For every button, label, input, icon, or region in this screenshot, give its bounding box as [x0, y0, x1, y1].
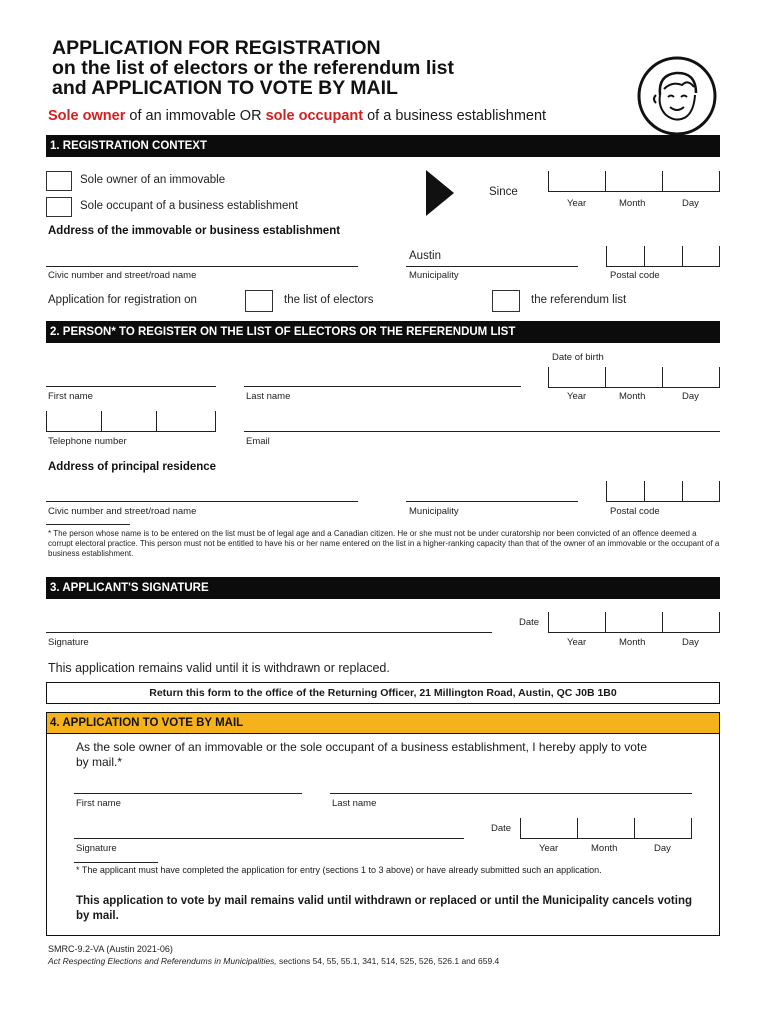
section4-header: 4. APPLICATION TO VOTE BY MAIL	[46, 712, 720, 734]
vbm-footnote: * The applicant must have completed the application for entry (sections 1 to 3 above) or have already submitted such an application.	[76, 865, 602, 875]
sig-year-label: Year	[567, 637, 587, 648]
since-year-label: Year	[567, 198, 587, 209]
vote-by-mail-intro: As the sole owner of an immovable or the sole occupant of a business establishment, I hereby apply to vote by mail.*	[76, 740, 647, 769]
registration-on-label: Application for registration on	[48, 294, 197, 306]
subtitle-mid: of an immovable OR	[125, 108, 266, 124]
vbm-year-label: Year	[539, 843, 559, 854]
since-month-label: Month	[619, 198, 646, 209]
smiling-face-icon	[636, 55, 718, 137]
civic-address-line[interactable]	[46, 266, 358, 267]
footnote-divider	[46, 524, 130, 525]
municipality-line[interactable]	[406, 266, 578, 267]
valid-note: This application remains valid until it is withdrawn or replaced.	[48, 661, 390, 675]
vbm-last-name-label: Last name	[332, 798, 377, 809]
list-electors-checkbox[interactable]	[245, 290, 273, 312]
return-note: Return this form to the office of the Returning Officer, 21 Millington Road, Austin, QC J0B 1B0	[46, 682, 720, 704]
referendum-list-checkbox[interactable]	[492, 290, 520, 312]
principal-postal-field[interactable]	[606, 481, 720, 502]
form-code: SMRC-9.2-VA (Austin 2021-06)	[48, 944, 173, 954]
sig-day-label: Day	[682, 637, 699, 648]
principal-civic-line[interactable]	[46, 501, 358, 502]
list-electors-label: the list of electors	[284, 294, 374, 306]
act-sections: sections 54, 55, 55.1, 341, 514, 525, 526, 526.1 and 659.4	[276, 956, 500, 966]
arrow-right-icon	[426, 170, 454, 216]
section3-header: 3. APPLICANT'S SIGNATURE	[46, 577, 720, 599]
vbm-first-name-line[interactable]	[74, 793, 302, 794]
principal-postal-label: Postal code	[610, 506, 660, 517]
section2-footnote: * The person whose name is to be entered on the list must be of legal age and a Canadian citizen. He or she must not be under curatorship nor been convicted of an offence deemed a corrupt electoral practice. This person must not be entitled to have his or her name entered on the list in a higher-ranking capacity than that of the owner of an immovable or the occupant of a business establishment.	[48, 529, 720, 558]
form-subtitle	[48, 108, 546, 124]
since-day-label: Day	[682, 198, 699, 209]
postal-code-label: Postal code	[610, 270, 660, 281]
first-name-label: First name	[48, 391, 93, 402]
since-label: Since	[489, 186, 518, 198]
act-name: Act Respecting Elections and Referendums in Municipalities,	[48, 956, 277, 966]
dob-label: Date of birth	[552, 352, 604, 363]
sole-owner-text: Sole owner	[48, 108, 126, 124]
sole-occupant-label: Sole occupant of a business establishment	[80, 200, 298, 212]
email-line[interactable]	[244, 431, 720, 432]
vbm-month-label: Month	[591, 843, 618, 854]
principal-address-heading: Address of principal residence	[48, 461, 217, 473]
civic-address-label: Civic number and street/road name	[48, 270, 197, 281]
sole-occupant-text: sole occupant	[265, 108, 364, 124]
sig-month-label: Month	[619, 637, 646, 648]
signature-date-label: Date	[519, 617, 540, 628]
principal-municipality-label: Municipality	[409, 506, 459, 517]
section2-header: 2. PERSON* TO REGISTER ON THE LIST OF ELECTORS OR THE REFERENDUM LIST	[46, 321, 720, 343]
vbm-last-name-line[interactable]	[330, 793, 692, 794]
form-title-line1: APPLICATION FOR REGISTRATION	[52, 37, 381, 59]
immovable-address-heading: Address of the immovable or business establishment	[48, 225, 341, 237]
municipality-label: Municipality	[409, 270, 459, 281]
last-name-line[interactable]	[244, 386, 521, 387]
municipality-value: Austin	[409, 250, 441, 262]
telephone-label: Telephone number	[48, 436, 127, 447]
vbm-date-field[interactable]	[520, 817, 692, 839]
vbm-date-label: Date	[491, 823, 512, 834]
email-label: Email	[246, 436, 270, 447]
signature-label: Signature	[48, 637, 89, 648]
last-name-label: Last name	[246, 391, 291, 402]
dob-year-label: Year	[567, 391, 587, 402]
subtitle-end: of a business establishment	[363, 108, 547, 124]
vbm-footnote-divider	[74, 862, 158, 863]
principal-civic-label: Civic number and street/road name	[48, 506, 197, 517]
vbm-signature-label: Signature	[76, 843, 117, 854]
vbm-valid-note: This application to vote by mail remains valid until withdrawn or replaced or until the Municipality cancels voting by mail.	[76, 895, 692, 922]
dob-field[interactable]	[548, 366, 720, 388]
dob-month-label: Month	[619, 391, 646, 402]
vbm-day-label: Day	[654, 843, 671, 854]
vbm-first-name-label: First name	[76, 798, 121, 809]
signature-date-field[interactable]	[548, 611, 720, 633]
first-name-line[interactable]	[46, 386, 216, 387]
principal-municipality-line[interactable]	[406, 501, 578, 502]
form-title-line2: on the list of electors or the referendum list	[52, 57, 454, 79]
form-title-line3: and APPLICATION TO VOTE BY MAIL	[52, 77, 398, 99]
sole-occupant-checkbox[interactable]	[46, 197, 72, 217]
sole-owner-checkbox[interactable]	[46, 171, 72, 191]
telephone-field[interactable]	[46, 410, 216, 432]
postal-code-field[interactable]	[606, 246, 720, 267]
sole-owner-label: Sole owner of an immovable	[80, 174, 226, 186]
referendum-list-label: the referendum list	[531, 294, 627, 306]
signature-line[interactable]	[46, 632, 492, 633]
vbm-signature-line[interactable]	[74, 838, 464, 839]
dob-day-label: Day	[682, 391, 699, 402]
section1-header: 1. REGISTRATION CONTEXT	[46, 135, 720, 157]
act-reference	[48, 956, 499, 966]
since-date-field[interactable]	[548, 170, 720, 192]
